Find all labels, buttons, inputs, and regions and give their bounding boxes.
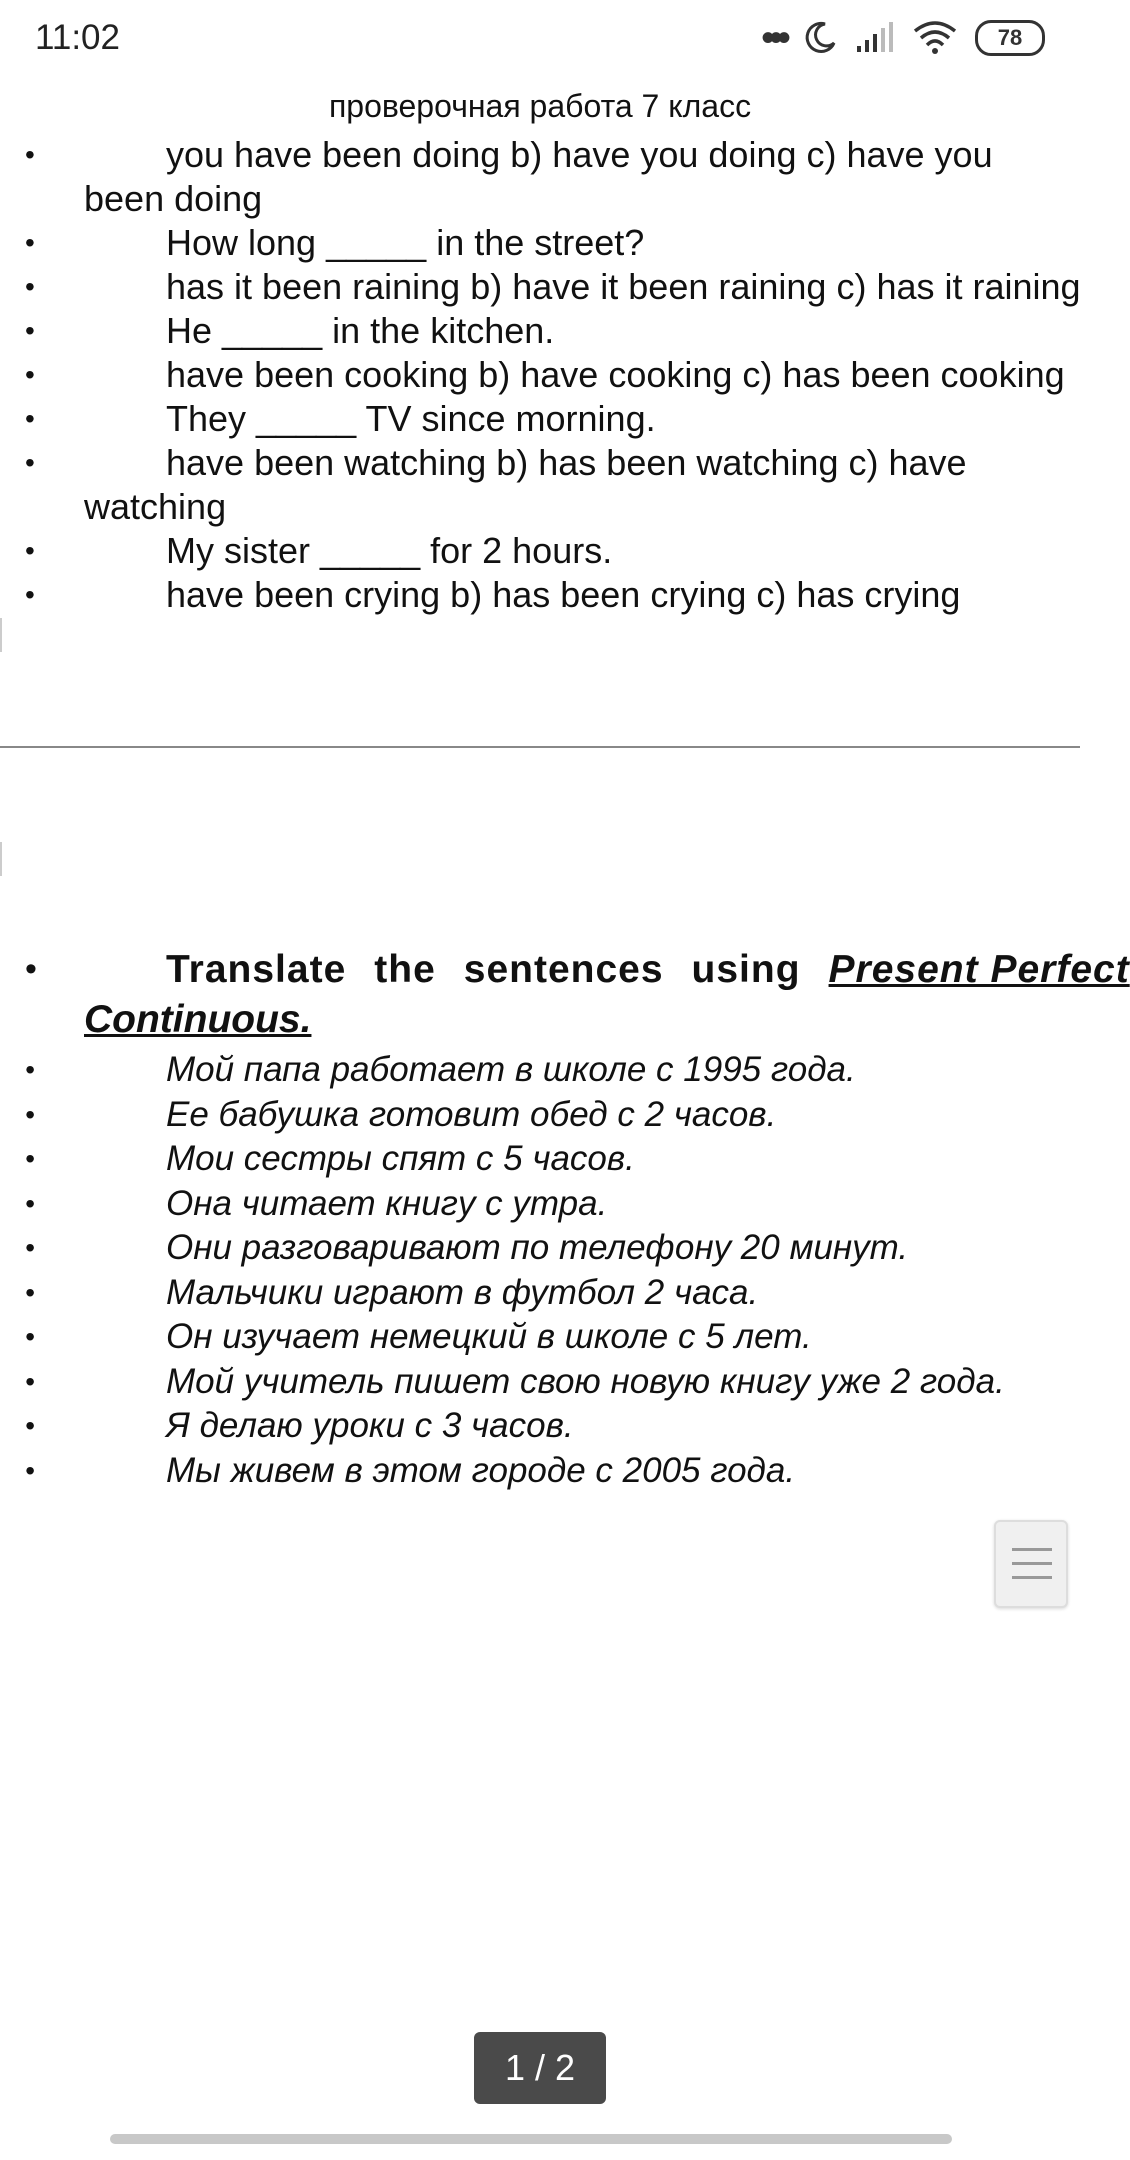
list-item: • Я делаю уроки с 3 часов. (0, 1404, 1080, 1449)
bullet: • (25, 1054, 35, 1085)
bullet: • (25, 359, 35, 390)
status-bar (0, 0, 1080, 80)
bullet: • (25, 139, 35, 170)
bullet: • (25, 1143, 35, 1174)
list-item: • has it been raining b) have it been raining c) has it raining (25, 266, 1081, 307)
menu-line (1012, 1562, 1052, 1565)
page-indicator: 1 / 2 (474, 2032, 606, 2104)
bullet: • (25, 271, 35, 302)
list-item: • have been watching b) has been watching c) have watching (25, 442, 967, 527)
battery-icon (975, 20, 1045, 56)
text-cursor (0, 618, 2, 652)
list-item: • My sister _____ for 2 hours. (25, 530, 613, 571)
page-separator (0, 746, 1080, 748)
horizontal-scrollbar[interactable] (110, 2134, 952, 2144)
bullet: • (25, 1365, 35, 1397)
bullet: • (25, 403, 35, 434)
bullet: • (25, 1321, 35, 1352)
heading-line-1: Translate the sentences using Present Perfect (166, 948, 1130, 991)
bullet: • (25, 950, 37, 988)
battery-level: 78 (975, 20, 1045, 56)
exercise-2-heading (0, 948, 1130, 1048)
list-item: • He _____ in the kitchen. (25, 310, 555, 351)
exercise-2-list (0, 1048, 1080, 1493)
list-item: • Он изучает немецкий в школе с 5 лет. (0, 1315, 1080, 1360)
list-item: • Она читает книгу с утра. (0, 1182, 1080, 1227)
bullet: • (25, 535, 35, 566)
bullet: • (25, 1276, 35, 1308)
list-item: • Мой учитель пишет свою новую книгу уже 2 года. (0, 1360, 1080, 1405)
wifi-icon (913, 21, 957, 55)
document-title: проверочная работа 7 класс (328, 88, 752, 124)
list-item: • Ее бабушка готовит обед с 2 часов. (0, 1093, 1080, 1138)
more-dots-icon: ••• (760, 16, 785, 60)
list-item: • Они разговаривают по телефону 20 минут. (0, 1226, 1080, 1271)
bullet: • (25, 447, 35, 478)
list-item: • Мальчики играют в футбол 2 часа. (0, 1271, 1080, 1316)
list-item: • They _____ TV since morning. (25, 398, 656, 439)
heading-line-2: Continuous. (84, 998, 312, 1041)
bullet: • (25, 579, 35, 610)
bullet: • (25, 1232, 35, 1263)
list-item: • Мои сестры спят с 5 часов. (0, 1137, 1080, 1182)
list-item: • Мы живем в этом городе с 2005 года. (0, 1449, 1080, 1494)
bullet: • (25, 1454, 35, 1486)
status-time: 11:02 (35, 18, 120, 57)
list-item: • have been crying b) has been crying c) has crying (25, 574, 961, 615)
bullet: • (25, 1098, 35, 1130)
bullet: • (25, 315, 35, 346)
status-icons (761, 18, 1045, 58)
list-item: • How long _____ in the street? (25, 222, 645, 263)
list-item: • have been cooking b) have cooking c) has been cooking (25, 354, 1065, 395)
list-item: • Мой папа работает в школе с 1995 года. (0, 1048, 1080, 1093)
bullet: • (25, 1410, 35, 1441)
exercise-1-list (0, 133, 1080, 617)
menu-icon[interactable] (994, 1520, 1068, 1608)
signal-icon (855, 22, 895, 54)
bullet: • (25, 1187, 35, 1219)
menu-line (1012, 1576, 1052, 1579)
moon-icon (803, 21, 837, 55)
bullet: • (25, 227, 35, 258)
text-cursor (0, 842, 2, 876)
menu-line (1012, 1548, 1052, 1551)
list-item: • you have been doing b) have you doing c) have you been doing (25, 134, 993, 219)
